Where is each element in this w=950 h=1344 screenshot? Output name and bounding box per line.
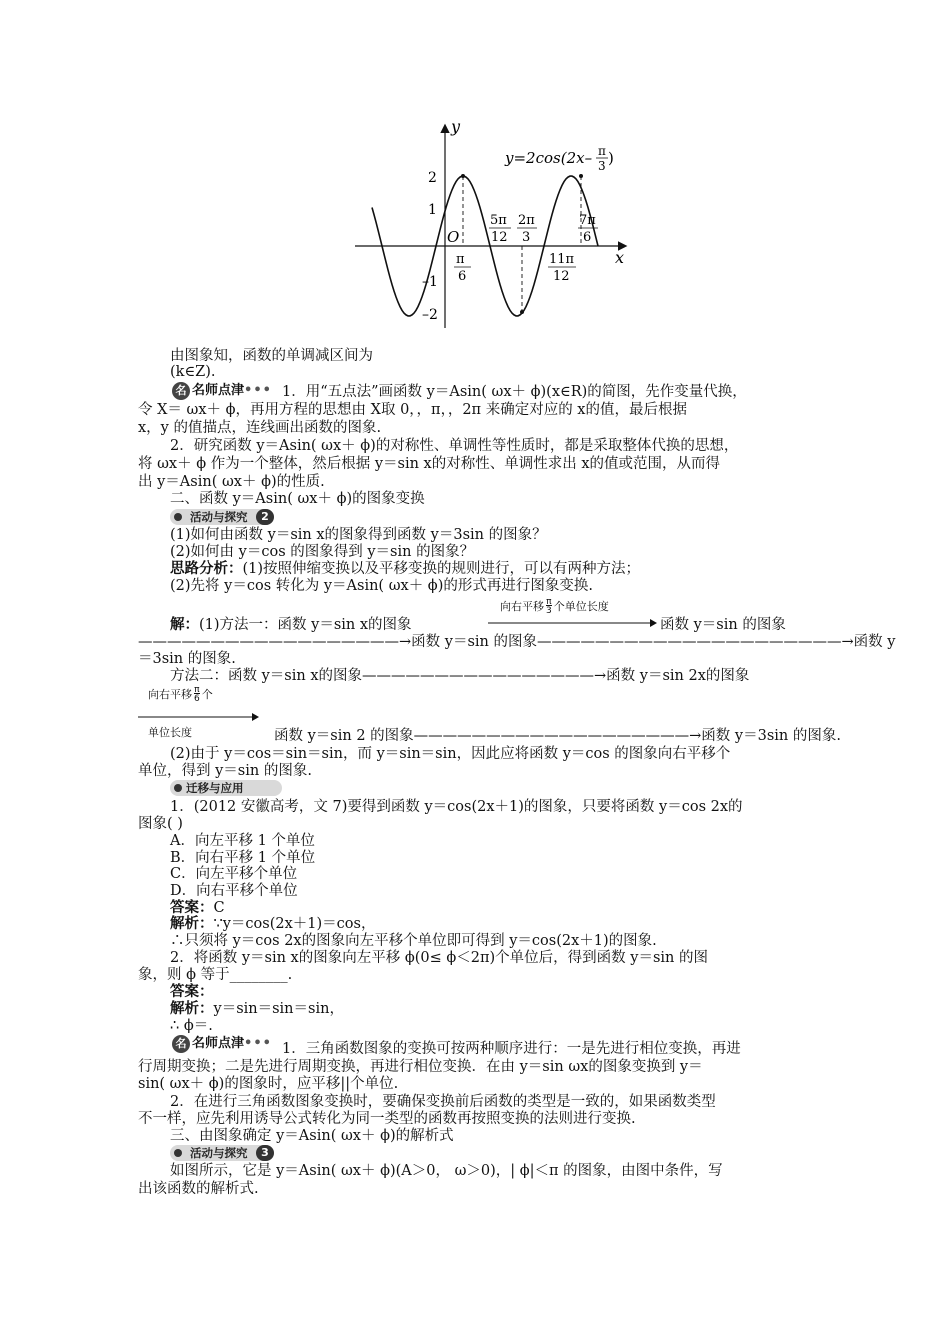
svg-text:11π: 11π [549,252,575,267]
cosine-graph [350,118,640,333]
note2-line-b: 将 ωx＋ ϕ 作为一个整体，然后根据 y＝sin x的对称性、单调性求出 x的值或范围，从而得 [138,456,721,472]
x-label-5pi-12 [489,213,511,245]
remark-2-b: 不一样，应先利用诱导公式转化为同一类型的函数再按照变换的法则进行变换. [138,1111,636,1127]
explanation-2b: ∴ ϕ＝. [170,1018,213,1034]
hint-1: 思路分析：(1)按照伸缩变换以及平移变换的规则进行，可以有两种方法； [170,560,641,577]
exercise-2-a: 2．将函数 y＝sin x的图象向左平移 ϕ(0≤ ϕ＜2π)个单位后，得到函数 y＝sin 的图 [170,950,708,966]
svg-text:π: π [456,252,465,267]
solution-part2-a: (2)由于 y＝cos＝sin＝sin，而 y＝sin＝sin，因此应将函数 y＝cos 的图象向右平移个 [170,746,731,762]
option-d: D．向右平移个单位 [170,883,298,899]
answer-2: 答案： [170,983,214,1000]
formula-close: ) [608,149,614,167]
exercise-1-b: 图象( ) [138,816,183,832]
y-axis-label: y [451,118,461,136]
option-b: B．向右平移 1 个单位 [170,850,316,866]
final-question-b: 出该函数的解析式. [138,1181,259,1197]
section-2-heading: 二、函数 y＝Asin( ωx＋ ϕ)的图象变换 [170,491,425,507]
section-3-heading: 三、由图象确定 y＝Asin( ωx＋ ϕ)的解析式 [170,1128,454,1144]
explanation-1: 解析：∵y＝cos(2x＋1)＝cos， [170,915,376,932]
arrow1-label: 向右平移 $\frac{\pi}{3}$ 个单位长度 [500,597,609,616]
note2-line-a: 2．研究函数 y＝Asin( ωx＋ ϕ)的对称性、单调性等性质时，都是采取整体代换的思想， [170,438,739,454]
note1-line-a: 1．用“五点法”画函数 y＝Asin( ωx＋ ϕ)(x∈R)的简图，先作变量代换， [282,384,747,400]
explanation-2: 解析：y＝sin＝sin＝sin， [170,1000,344,1017]
remark-1-a: 1．三角函数图象的变换可按两种顺序进行：一是先进行相位变换，再进 [282,1041,741,1057]
exercise-2-b: 象，则 ϕ 等于________. [138,967,293,983]
activity-badge-2: 活动与探究 2 [170,509,274,525]
question-2: (2)如何由 y＝cos 的图象得到 y＝sin 的图象？ [170,544,475,560]
remark-1-b: 行周期变换；二是先进行周期变换，再进行相位变换．在由 y＝sin ωx的图象变换到 y＝ [138,1059,703,1075]
y-tick-neg1: –1 [422,274,438,290]
formula-num: π [598,144,606,158]
x-label-pi-6 [454,252,471,284]
formula-den: 3 [598,159,606,173]
arrow2 [138,712,260,722]
note-badge-2: 名 名师点津••• [172,1035,272,1053]
note2-line-c: 出 y＝Asin( ωx＋ ϕ)的性质. [138,474,325,490]
solution-part2-b: 单位，得到 y＝sin 的图象. [138,763,312,779]
explanation-1b: ∴只须将 y＝cos 2x的图象向左平移个单位即可得到 y＝cos(2x＋1)的图象. [170,933,657,949]
origin-label: O [447,228,460,246]
svg-text:3: 3 [522,230,531,245]
solution-method1: 解：(1)方法一：函数 y＝sin x的图象 [170,616,412,633]
solution-method1-chain: ——————————————————→函数 y＝sin 的图象—————————————————————→函数 y [138,634,896,650]
svg-text:2π: 2π [518,213,535,228]
option-a: A．向左平移 1 个单位 [170,833,315,849]
interval-k: (k∈Z). [170,364,216,380]
svg-text:7π: 7π [579,213,596,228]
solution-method2: 方法二：函数 y＝sin x的图象————————————————→函数 y＝sin 2x的图象 [170,668,750,684]
question-1: (1)如何由函数 y＝sin x的图象得到函数 y＝3sin 的图象？ [170,527,547,543]
x-label-11pi-12 [548,252,576,284]
x-label-2pi-3 [517,213,537,245]
x-axis-label: x [615,248,625,267]
arrow2-bottom-label: 单位长度 [148,726,192,739]
option-c: C．向左平移个单位 [170,866,298,882]
y-tick-1: 1 [428,202,437,218]
y-tick-2: 2 [428,170,437,186]
svg-text:5π: 5π [490,213,507,228]
formula-main: y=2cos(2x– [505,149,593,167]
remark-2-a: 2．在进行三角函数图象变换时，要确保变换前后函数的类型是一致的，如果函数类型 [170,1094,716,1110]
exercise-1-a: 1．(2012 安徽高考，文 7)要得到函数 y＝cos(2x＋1)的图象，只要将函数 y＝cos 2x的 [170,799,743,815]
solution-method2-chain: 函数 y＝sin 2 的图象———————————————————→函数 y＝3sin 的图象. [274,728,841,744]
svg-text:12: 12 [491,230,508,245]
arrow2-label: 向右平移 $\frac{\pi}{6}$ 个 [148,685,213,704]
svg-text:12: 12 [553,269,570,284]
interval-text: 由图象知，函数的单调减区间为 [170,348,373,364]
hint-2: (2)先将 y＝cos 转化为 y＝Asin( ωx＋ ϕ)的形式再进行图象变换. [170,578,593,594]
solution-method1-end: ＝3sin 的图象. [138,651,236,667]
note1-line-b: 令 X＝ ωx＋ ϕ，再用方程的思想由 X取 0，，π，，2π 来确定对应的 x的值，最后根据 [138,402,687,418]
svg-text:6: 6 [583,230,592,245]
solution-method1-result: 函数 y＝sin 的图象 [660,617,786,633]
activity-badge-3: 活动与探究 3 [170,1145,274,1161]
y-tick-neg2: –2 [422,307,438,323]
svg-text:6: 6 [458,269,467,284]
transfer-badge: 迁移与应用 [170,780,282,796]
remark-1-c: sin( ωx＋ ϕ)的图象时，应平移||个单位. [138,1076,399,1092]
note1-line-c: x，y 的值描点，连线画出函数的图象. [138,420,382,436]
final-question-a: 如图所示，它是 y＝Asin( ωx＋ ϕ)(A＞0， ω＞0)，| ϕ|＜π 的图象，由图中条件，写 [170,1163,723,1179]
note-badge-1: 名 名师点津••• [172,382,272,400]
answer-1: 答案：C [170,899,225,916]
